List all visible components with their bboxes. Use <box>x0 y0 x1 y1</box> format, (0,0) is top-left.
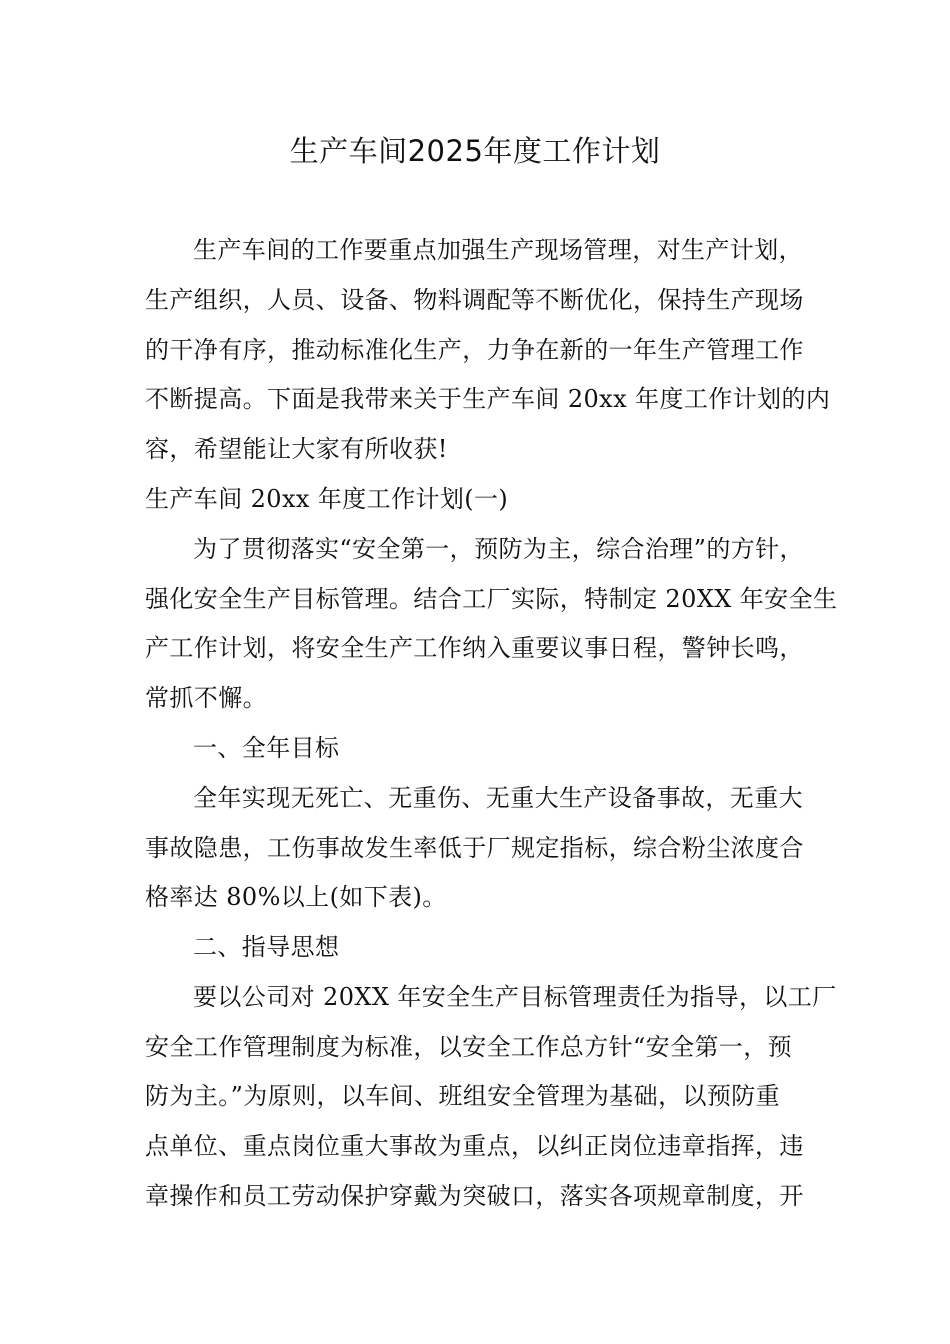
paragraph-line: 为了贯彻落实“安全第一，预防为主，综合治理”的方针， <box>193 535 804 563</box>
paragraph-line: 生产组织，人员、设备、物料调配等不断优化，保持生产现场 <box>145 286 804 314</box>
paragraph-line: 生产车间的工作要重点加强生产现场管理，对生产计划， <box>193 236 803 264</box>
paragraph-line: 产工作计划，将安全生产工作纳入重要议事日程，警钟长鸣， <box>145 634 804 662</box>
paragraph-line: 章操作和员工劳动保护穿戴为突破口，落实各项规章制度，开 <box>145 1182 804 1210</box>
paragraph-line: 常抓不懈。 <box>145 684 267 712</box>
paragraph-line: 的干净有序，推动标准化生产，力争在新的一年生产管理工作 <box>145 336 804 364</box>
section-heading: 一、全年目标 <box>193 734 340 762</box>
paragraph-line: 不断提高。下面是我带来关于生产车间 20xx 年度工作计划的内 <box>145 385 831 413</box>
document-title: 生产车间2025年度工作计划 <box>289 134 661 168</box>
paragraph-line: 点单位、重点岗位重大事故为重点，以纠正岗位违章指挥，违 <box>145 1132 804 1160</box>
paragraph-line: 安全工作管理制度为标准，以安全工作总方针“安全第一，预 <box>145 1033 793 1061</box>
paragraph-line: 格率达 80%以上(如下表)。 <box>145 883 447 911</box>
paragraph-line: 容，希望能让大家有所收获! <box>145 435 448 463</box>
paragraph-line: 要以公司对 20XX 年安全生产目标管理责任为指导，以工厂 <box>193 983 837 1011</box>
paragraph-line: 全年实现无死亡、无重伤、无重大生产设备事故，无重大 <box>193 784 803 812</box>
paragraph-line: 强化安全生产目标管理。结合工厂实际，特制定 20XX 年安全生 <box>145 585 838 613</box>
paragraph-line: 防为主。”为原则，以车间、班组安全管理为基础，以预防重 <box>145 1082 781 1110</box>
paragraph-line: 事故隐患，工伤事故发生率低于厂规定指标，综合粉尘浓度合 <box>145 834 804 862</box>
section-heading: 生产车间 20xx 年度工作计划(一) <box>145 485 509 513</box>
section-heading: 二、指导思想 <box>193 933 340 961</box>
